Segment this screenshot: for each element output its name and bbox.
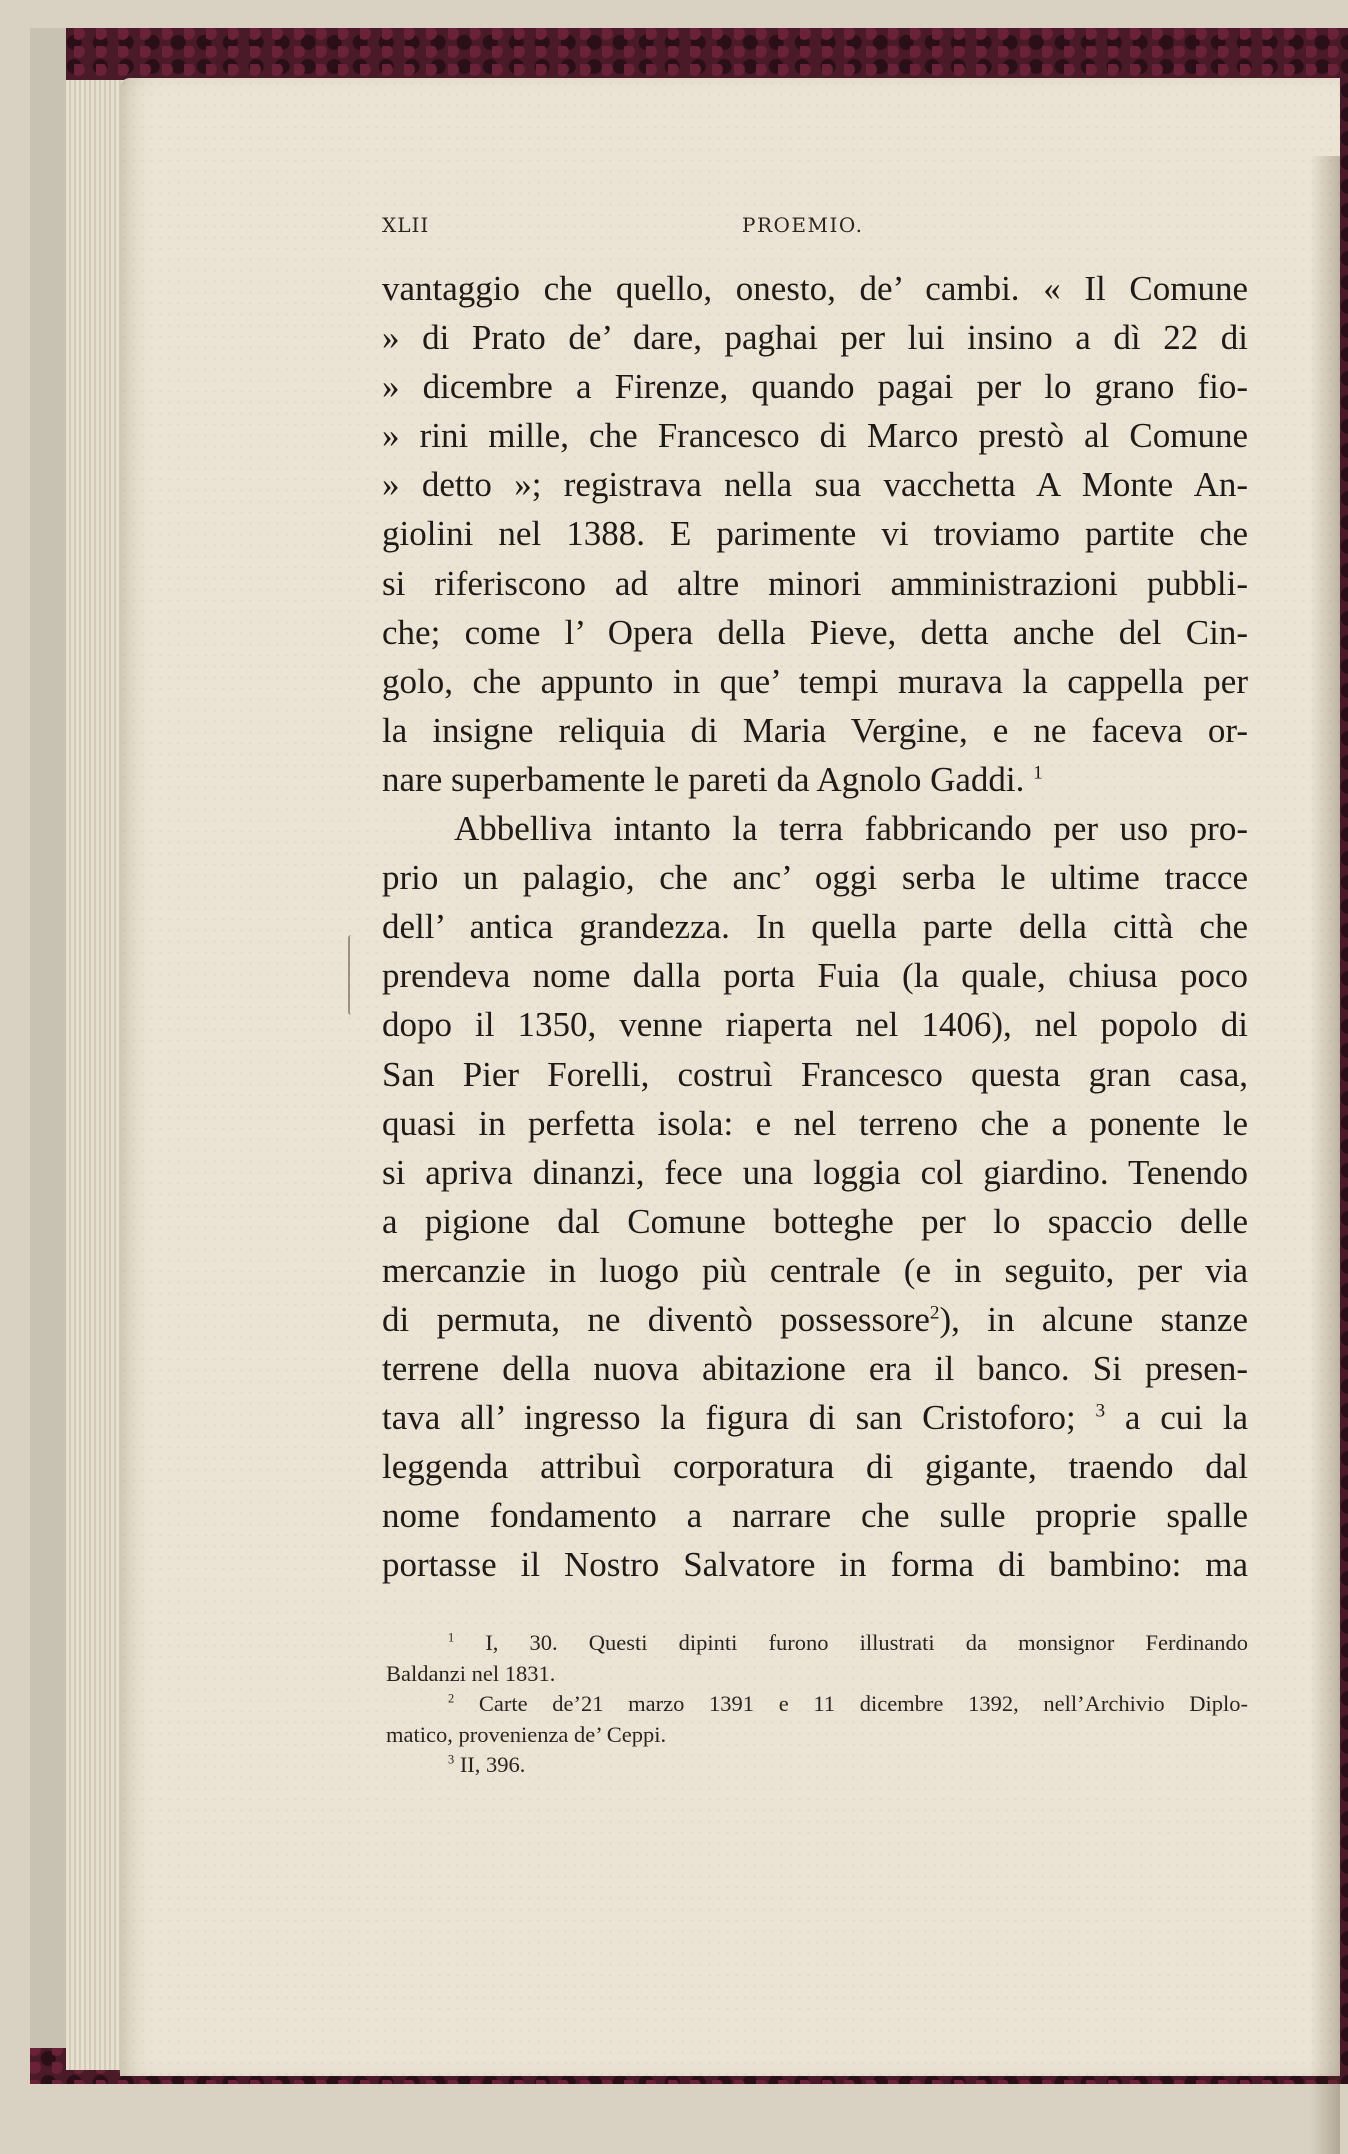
text-line: » dicembre a Firenze, quando pagai per lo grano fio- [382, 367, 1248, 407]
text-line: » detto »; registrava nella sua vacchetta A Monte An- [382, 465, 1248, 505]
text-line: a pigione dal Comune botteghe per lo spaccio delle [382, 1201, 1248, 1241]
text-line: leggenda attribuì corporatura di gigante, traendo dal [382, 1447, 1248, 1487]
text-line: mercanzie in luogo più centrale (e in seguito, per via [382, 1250, 1248, 1290]
text-line: » rini mille, che Francesco di Marco prestò al Comune [382, 416, 1248, 456]
running-title: PROEMIO. [742, 213, 864, 237]
footnote-ref: 2 [929, 1302, 940, 1324]
text-line: la insigne reliquia di Maria Vergine, e ne faceva or- [382, 710, 1248, 750]
footnote-marker: 3 [448, 1752, 455, 1767]
text-line: San Pier Forelli, costruì Francesco questa gran casa, [382, 1054, 1248, 1094]
text-segment: ), in alcune stanze [939, 1299, 1248, 1339]
text-line: dopo il 1350, venne riaperta nel 1406), nel popolo di [382, 1005, 1248, 1045]
page-gutter-shadow [1310, 156, 1340, 2154]
text-line: si apriva dinanzi, fece una loggia col giardino. Tenendo [382, 1152, 1248, 1192]
text-line: prio un palagio, che anc’ oggi serba le ultime tracce [382, 858, 1248, 898]
text-line: giolini nel 1388. E parimente vi troviamo partite che [382, 514, 1248, 554]
footnote-text: II, 396. [459, 1752, 526, 1777]
footnote-line [386, 1628, 1248, 1659]
text-line: dell’ antica grandezza. In quella parte della città che [382, 907, 1248, 947]
text-line [382, 755, 1248, 804]
footnote-ref: 3 [1095, 1400, 1106, 1422]
text-line: quasi in perfetta isola: e nel terreno che a ponente le [382, 1103, 1248, 1143]
footnote-text: I, 30. Questi dipinti furono illustrati da monsignor Ferdinando [485, 1630, 1248, 1655]
body-text [382, 264, 1248, 1590]
text-line: portasse il Nostro Salvatore in forma di bambino: ma [382, 1545, 1248, 1585]
cover-edge [30, 28, 66, 2048]
footnotes [386, 1628, 1248, 1781]
text-line: Abbelliva intanto la terra fabbricando per uso pro- [454, 809, 1248, 849]
text-line [382, 1393, 1248, 1442]
text-line: golo, che appunto in que’ tempi murava la cappella per [382, 661, 1248, 701]
text-line: vantaggio che quello, onesto, de’ cambi. « Il Comune [382, 269, 1248, 308]
text-segment: di permuta, ne diventò possessore [382, 1299, 930, 1339]
text-line: terrene della nuova abitazione era il banco. Si presen- [382, 1349, 1248, 1389]
footnote-line [386, 1750, 1248, 1781]
footnote-marker: 2 [448, 1691, 455, 1706]
footnote-text: Carte de’21 marzo 1391 e 11 dicembre 1392, nell’Archivio Diplo- [478, 1691, 1248, 1716]
text-segment: tava all’ ingresso la figura di san Cristoforo; [382, 1398, 1076, 1438]
footnote-marker: 1 [448, 1630, 455, 1645]
footnote-ref: 1 [1033, 762, 1043, 784]
text-line: che; come l’ Opera della Pieve, detta anche del Cin- [382, 612, 1248, 652]
text-segment: a cui la [1124, 1398, 1248, 1438]
text-line: prendeva nome dalla porta Fuia (la quale, chiusa poco [382, 956, 1248, 996]
page-number: XLII [382, 213, 430, 237]
footnote-line: Baldanzi nel 1831. [386, 1660, 556, 1686]
text-line: » di Prato de’ dare, paghai per lui insino a dì 22 di [382, 318, 1248, 358]
text-line: si riferiscono ad altre minori amministrazioni pubbli- [382, 563, 1248, 603]
footnote-line: matico, provenienza de’ Ceppi. [386, 1721, 667, 1747]
page-header [382, 213, 1248, 249]
footnote-line [386, 1689, 1248, 1720]
page-mark [348, 935, 354, 1015]
text-line: nome fondamento a narrare che sulle proprie spalle [382, 1496, 1248, 1536]
text-segment: nare superbamente le pareti da Agnolo Gaddi. [382, 759, 1025, 799]
text-line [382, 1295, 1248, 1344]
